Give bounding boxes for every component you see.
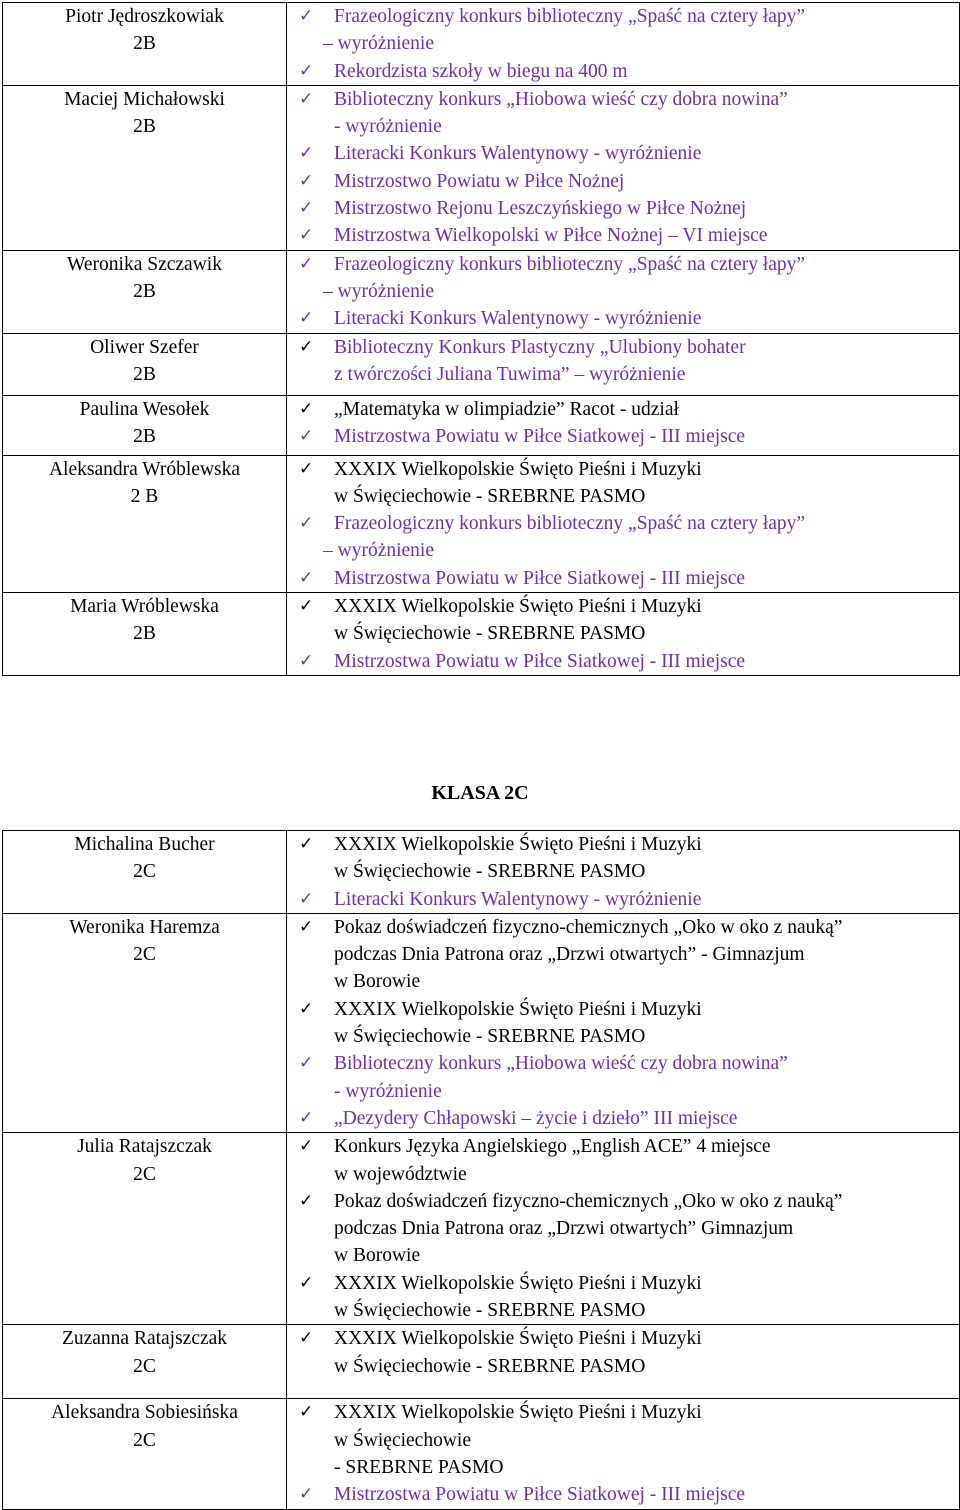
award-line: - wyróżnienie (334, 116, 442, 138)
award-line: Mistrzostwa Wielkopolski w Piłce Nożnej – VI miejsce (334, 225, 768, 247)
student-class: 2C (133, 1163, 156, 1185)
award-line: Mistrzostwo Rejonu Leszczyńskiego w Piłce Nożnej (334, 198, 747, 220)
table-row (3, 455, 960, 592)
award-line: w Święciechowie - SREBRNE PASMO (334, 1355, 646, 1377)
award-line: w Borowie (334, 971, 421, 993)
check-icon: ✓ (299, 596, 314, 617)
award-line: „Dezydery Chłapowski – życie i dzieło” III miejsce (334, 1107, 738, 1129)
award-line: Frazeologiczny konkurs biblioteczny „Spaść na cztery łapy” (334, 253, 806, 275)
check-icon: ✓ (299, 458, 314, 479)
award-line: Pokaz doświadczeń fizyczno-chemicznych „Oko w oko z nauką” (334, 1190, 843, 1212)
awards-cell (287, 455, 960, 592)
student-cell (3, 1399, 287, 1509)
student-class: 2 B (130, 485, 159, 507)
check-icon: ✓ (299, 1328, 314, 1349)
student-class: 2C (133, 1355, 156, 1377)
student-cell (3, 3, 287, 86)
student-class: 2B (133, 425, 156, 447)
table-row (3, 593, 960, 676)
table-row (3, 831, 960, 914)
awards-cell (287, 333, 960, 395)
student-cell (3, 1325, 287, 1399)
student-name: Maria Wróblewska (70, 596, 219, 618)
awards-table-2b (2, 2, 960, 676)
student-class: 2B (133, 363, 156, 385)
award-line: Mistrzostwa Powiatu w Piłce Siatkowej - III miejsce (334, 650, 746, 672)
section-heading: KLASA 2C (431, 782, 529, 804)
student-class: 2B (133, 280, 156, 302)
awards-cell (287, 831, 960, 914)
award-line: XXXIX Wielkopolskie Święto Pieśni i Muzyki (334, 834, 702, 855)
award-line: „Matematyka w olimpiadzie” Racot - udział (334, 398, 679, 420)
award-line: – wyróżnienie (323, 33, 435, 55)
student-name: Oliwer Szefer (90, 336, 199, 358)
award-line: – wyróżnienie (323, 540, 435, 562)
student-class: 2B (133, 623, 156, 645)
award-line: Literacki Konkurs Walentynowy - wyróżnienie (334, 888, 702, 910)
table-row (3, 333, 960, 395)
student-class: 2C (133, 1429, 156, 1451)
award-line: w Święciechowie - SREBRNE PASMO (334, 1026, 646, 1048)
award-line: podczas Dnia Patrona oraz „Drzwi otwartych” - Gimnazjum (334, 944, 805, 966)
check-icon: ✓ (299, 398, 314, 419)
student-name: Aleksandra Wróblewska (48, 458, 241, 480)
award-line: Frazeologiczny konkurs biblioteczny „Spaść na cztery łapy” (334, 6, 806, 27)
awards-cell (287, 593, 960, 676)
check-icon: ✓ (299, 170, 314, 191)
award-line: Biblioteczny konkurs „Hiobowa wieść czy dobra nowina” (334, 1053, 788, 1075)
check-icon: ✓ (299, 6, 314, 26)
student-name: Zuzanna Ratajszczak (61, 1328, 228, 1350)
check-icon: ✓ (299, 253, 314, 274)
award-line: Mistrzostwa Powiatu w Piłce Siatkowej - III miejsce (334, 567, 746, 589)
award-line: w Borowie (334, 1245, 421, 1267)
student-cell (3, 455, 287, 592)
table-row (3, 3, 960, 86)
student-cell (3, 831, 287, 914)
check-icon: ✓ (299, 1190, 314, 1211)
check-icon: ✓ (299, 225, 314, 246)
award-line: XXXIX Wielkopolskie Święto Pieśni i Muzyki (334, 1402, 702, 1424)
award-line: w Święciechowie (334, 1429, 471, 1451)
award-line: Biblioteczny Konkurs Plastyczny „Ulubiony bohater (334, 336, 746, 358)
award-line: w Święciechowie - SREBRNE PASMO (334, 485, 646, 507)
award-line: Frazeologiczny konkurs biblioteczny „Spaść na cztery łapy” (334, 513, 806, 535)
student-class: 2C (133, 944, 156, 966)
award-line: XXXIX Wielkopolskie Święto Pieśni i Muzyki (334, 1328, 702, 1350)
award-line: – wyróżnienie (323, 280, 435, 302)
award-line: z twórczości Juliana Tuwima” – wyróżnienie (334, 363, 686, 385)
check-icon: ✓ (299, 650, 314, 671)
student-name: Aleksandra Sobiesińska (51, 1402, 238, 1424)
table-row (3, 1325, 960, 1399)
student-cell (3, 85, 287, 250)
table-row (3, 913, 960, 1132)
student-cell (3, 1133, 287, 1325)
award-line: Mistrzostwa Powiatu w Piłce Siatkowej - III miejsce (334, 425, 746, 447)
check-icon: ✓ (299, 425, 314, 446)
check-icon: ✓ (299, 834, 314, 854)
check-icon: ✓ (299, 567, 314, 588)
table-row (3, 250, 960, 333)
check-icon: ✓ (299, 1402, 314, 1423)
awards-cell (287, 250, 960, 333)
award-line: w Święciechowie - SREBRNE PASMO (334, 623, 646, 645)
award-line: Literacki Konkurs Walentynowy - wyróżnienie (334, 308, 702, 330)
award-line: w Święciechowie - SREBRNE PASMO (334, 861, 646, 883)
awards-cell (287, 85, 960, 250)
check-icon: ✓ (299, 88, 314, 109)
student-class: 2B (133, 33, 156, 55)
student-name: Michalina Bucher (74, 834, 215, 855)
awards-table-2c (2, 830, 960, 1510)
check-icon: ✓ (299, 513, 314, 534)
awards-cell (287, 1399, 960, 1509)
student-name: Piotr Jędroszkowiak (65, 6, 224, 27)
table-row (3, 85, 960, 250)
check-icon: ✓ (299, 308, 314, 329)
awards-cell (287, 913, 960, 1132)
student-name: Paulina Wesołek (79, 398, 210, 420)
awards-cell (287, 395, 960, 455)
award-line: w Święciechowie - SREBRNE PASMO (334, 1300, 646, 1322)
check-icon: ✓ (299, 1136, 314, 1157)
award-line: w województwie (334, 1163, 467, 1185)
award-line: Mistrzostwo Powiatu w Piłce Nożnej (334, 170, 625, 192)
award-line: Biblioteczny konkurs „Hiobowa wieść czy dobra nowina” (334, 88, 788, 110)
table-row (3, 395, 960, 455)
student-class: 2C (133, 861, 156, 883)
award-line: Rekordzista szkoły w biegu na 400 m (334, 60, 628, 82)
student-cell (3, 593, 287, 676)
check-icon: ✓ (299, 1272, 314, 1293)
award-line: - SREBRNE PASMO (334, 1456, 504, 1478)
award-line: podczas Dnia Patrona oraz „Drzwi otwartych” Gimnazjum (334, 1218, 794, 1240)
check-icon: ✓ (299, 60, 314, 81)
award-line: Konkurs Języka Angielskiego „English ACE” 4 miejsce (334, 1136, 771, 1158)
awards-cell (287, 1133, 960, 1325)
check-icon: ✓ (299, 998, 314, 1019)
student-cell (3, 913, 287, 1132)
student-name: Weronika Szczawik (67, 253, 222, 275)
student-name: Julia Ratajszczak (77, 1136, 212, 1158)
award-line: XXXIX Wielkopolskie Święto Pieśni i Muzyki (334, 596, 702, 618)
awards-cell (287, 1325, 960, 1399)
student-class: 2B (133, 116, 156, 138)
check-icon: ✓ (299, 336, 314, 357)
table-row (3, 1133, 960, 1325)
award-line: XXXIX Wielkopolskie Święto Pieśni i Muzyki (334, 1272, 702, 1294)
check-icon: ✓ (299, 1107, 314, 1128)
student-name: Weronika Haremza (69, 916, 220, 938)
award-line: Mistrzostwa Powiatu w Piłce Siatkowej - III miejsce (334, 1484, 746, 1506)
check-icon: ✓ (299, 143, 314, 164)
award-line: Pokaz doświadczeń fizyczno-chemicznych „Oko w oko z nauką” (334, 916, 843, 938)
check-icon: ✓ (299, 1484, 314, 1505)
award-line: XXXIX Wielkopolskie Święto Pieśni i Muzyki (334, 458, 702, 480)
check-icon: ✓ (299, 916, 314, 937)
table-row (3, 1399, 960, 1509)
student-name: Maciej Michałowski (64, 88, 225, 110)
award-line: - wyróżnienie (334, 1080, 442, 1102)
student-cell (3, 395, 287, 455)
check-icon: ✓ (299, 888, 314, 909)
award-line: XXXIX Wielkopolskie Święto Pieśni i Muzyki (334, 998, 702, 1020)
check-icon: ✓ (299, 1053, 314, 1074)
check-icon: ✓ (299, 198, 314, 219)
student-cell (3, 250, 287, 333)
award-line: Literacki Konkurs Walentynowy - wyróżnienie (334, 143, 702, 165)
student-cell (3, 333, 287, 395)
awards-cell (287, 3, 960, 86)
